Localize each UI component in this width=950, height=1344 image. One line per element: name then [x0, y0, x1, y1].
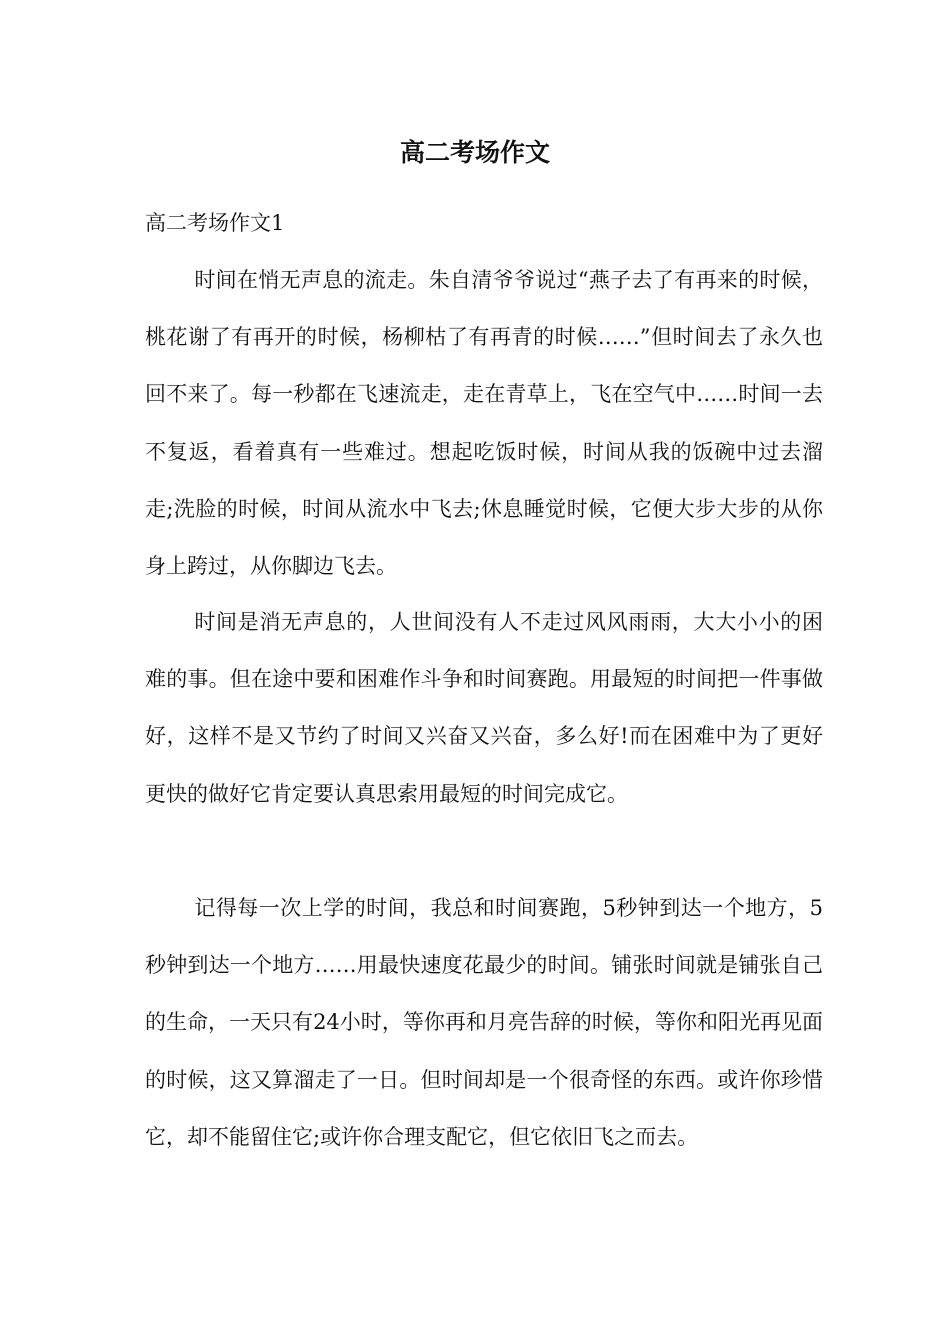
- paragraph-2: 时间是消无声息的，人世间没有人不走过风风雨雨，大大小小的困难的事。但在途中要和困难作斗争和时间赛跑。用最短的时间把一件事做好，这样不是又节约了时间又兴奋又兴奋，多么好!而在困难中为了更好更快的做好它肯定要认真思索用最短的时间完成它。: [145, 610, 823, 806]
- document-title: 高二考场作文: [399, 138, 550, 167]
- paragraph-1: 时间在悄无声息的流走。朱自清爷爷说过“燕子去了有再来的时候，桃花谢了有再开的时候，杨柳枯了有再青的时候……”但时间去了永久也回不来了。每一秒都在飞速流走，走在青草上，飞在空气中……时间一去不复返，看着真有一些难过。想起吃饭时候，时间从我的饭碗中过去溜走;洗脸的时候，时间从流水中飞去;休息睡觉时候，它便大步大步的从你身上跨过，从你脚边飞去。: [145, 268, 823, 579]
- paragraph-3: 记得每一次上学的时间，我总和时间赛跑，5秒钟到达一个地方，5秒钟到达一个地方……用最快速度花最少的时间。铺张时间就是铺张自己的生命，一天只有24小时，等你再和月亮告辞的时候，等你和阳光再见面的时候，这又算溜走了一日。但时间却是一个很奇怪的东西。或许你珍惜它，却不能留住它;或许你合理支配它，但它依旧飞之而去。: [145, 896, 823, 1149]
- essay-heading: 高二考场作文1: [145, 211, 285, 235]
